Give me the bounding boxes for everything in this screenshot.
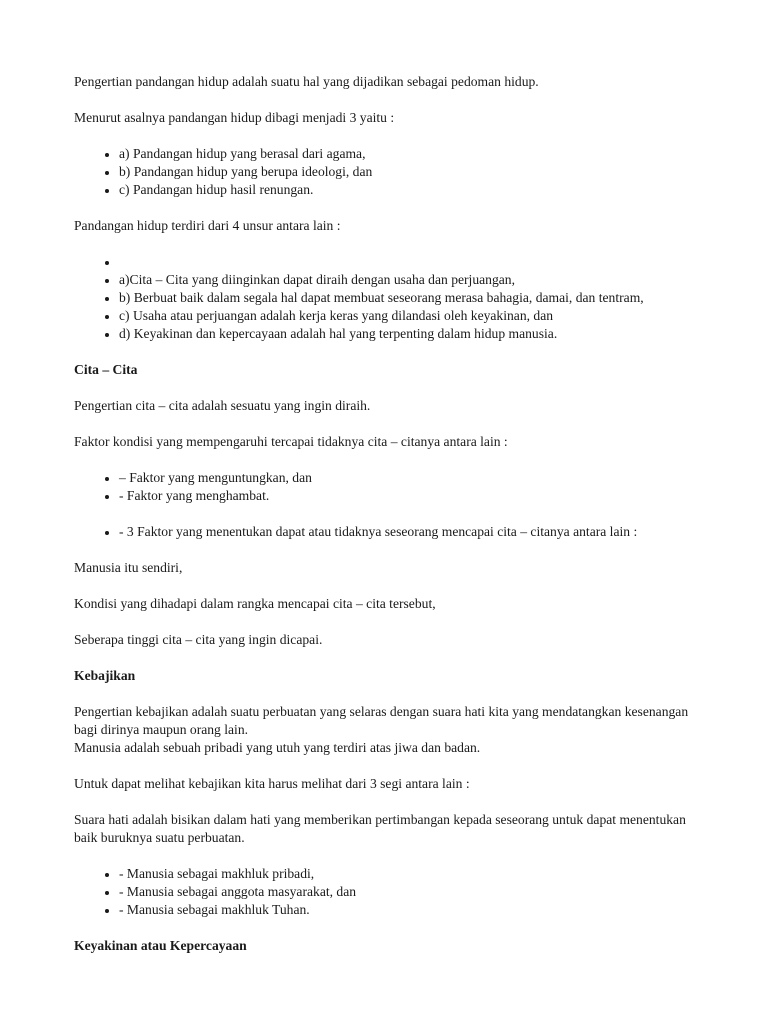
document-page [74, 73, 694, 973]
kebajikan-definition-a: Pengertian kebajikan adalah suatu perbuatan yang selaras dengan suara hati kita yang mendatangkan kesenangan bagi dirinya maupun orang lain. [74, 704, 689, 737]
list-item: • a)Cita – Cita yang diinginkan dapat diraih dengan usaha dan perjuangan, [119, 271, 694, 289]
elements-intro: Pandangan hidup terdiri dari 4 unsur antara lain : [74, 218, 341, 233]
cita-line-1: Manusia itu sendiri, [74, 560, 183, 575]
elements-list [74, 253, 694, 343]
keyakinan-heading: Keyakinan atau Kepercayaan [74, 938, 247, 953]
origin-list [74, 145, 694, 199]
cita-heading: Cita – Cita [74, 362, 138, 377]
list-item: • a) Pandangan hidup yang berasal dari agama, [119, 145, 694, 163]
factors-list [74, 469, 694, 505]
list-item: • - Manusia sebagai makhluk Tuhan. [119, 901, 694, 919]
list-item: • – Faktor yang menguntungkan, dan [119, 469, 694, 487]
list-item: • b) Pandangan hidup yang berupa ideologi, dan [119, 163, 694, 181]
cita-definition: Pengertian cita – cita adalah sesuatu yang ingin diraih. [74, 398, 371, 413]
kebajikan-definition-b: Manusia adalah sebuah pribadi yang utuh yang terdiri atas jiwa dan badan. [74, 740, 481, 755]
list-item-empty [119, 253, 694, 271]
list-item: • c) Usaha atau perjuangan adalah kerja keras yang dilandasi oleh keyakinan, dan [119, 307, 694, 325]
intro-definition: Pengertian pandangan hidup adalah suatu hal yang dijadikan sebagai pedoman hidup. [74, 74, 539, 89]
list-item: • - Manusia sebagai makhluk pribadi, [119, 865, 694, 883]
list-item: • - Faktor yang menghambat. [119, 487, 694, 505]
segi-intro: Untuk dapat melihat kebajikan kita harus melihat dari 3 segi antara lain : [74, 776, 470, 791]
kebajikan-definition [74, 703, 694, 757]
list-item: • c) Pandangan hidup hasil renungan. [119, 181, 694, 199]
cita-line-3: Seberapa tinggi cita – cita yang ingin dicapai. [74, 632, 323, 647]
determinant-list [74, 523, 694, 541]
list-item: • b) Berbuat baik dalam segala hal dapat membuat seseorang merasa bahagia, damai, dan tentram, [119, 289, 694, 307]
list-item: • - Manusia sebagai anggota masyarakat, dan [119, 883, 694, 901]
cita-line-2: Kondisi yang dihadapi dalam rangka mencapai cita – cita tersebut, [74, 596, 436, 611]
origin-intro: Menurut asalnya pandangan hidup dibagi menjadi 3 yaitu : [74, 110, 395, 125]
segi-list [74, 865, 694, 919]
conscience-text: Suara hati adalah bisikan dalam hati yang memberikan pertimbangan kepada seseorang untuk dapat menentukan baik buruknya suatu perbuatan. [74, 812, 686, 845]
list-item: • - 3 Faktor yang menentukan dapat atau tidaknya seseorang mencapai cita – citanya antara lain : [119, 523, 694, 541]
kebajikan-heading: Kebajikan [74, 668, 136, 683]
factors-intro: Faktor kondisi yang mempengaruhi tercapai tidaknya cita – citanya antara lain : [74, 434, 508, 449]
list-item: • d) Keyakinan dan kepercayaan adalah hal yang terpenting dalam hidup manusia. [119, 325, 694, 343]
